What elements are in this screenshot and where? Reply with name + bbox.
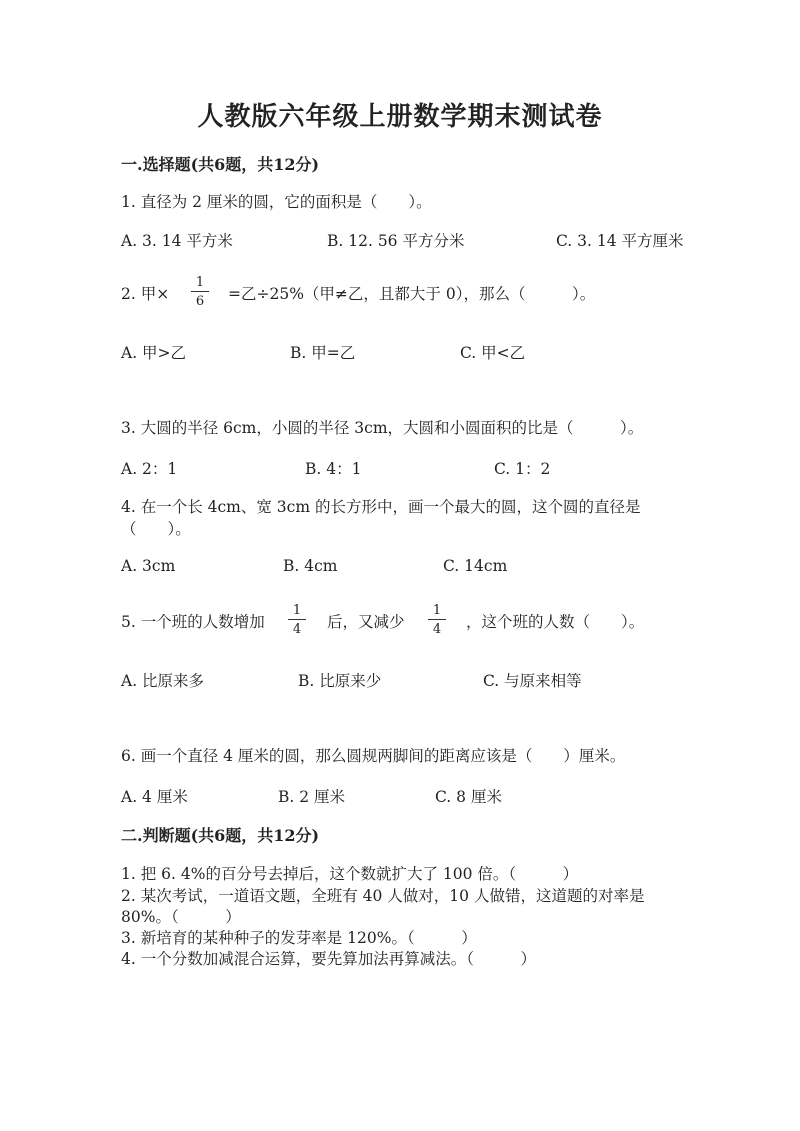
question-1-option-a: A. 3. 14 平方米 bbox=[121, 232, 233, 250]
question-5-option-c: C. 与原来相等 bbox=[483, 672, 582, 690]
question-6-option-c: C. 8 厘米 bbox=[435, 788, 502, 806]
fraction-denominator: 4 bbox=[432, 622, 442, 637]
question-4-stem-line2: （ ）。 bbox=[121, 520, 191, 538]
question-1-option-b: B. 12. 56 平方分米 bbox=[327, 232, 465, 250]
section-header-choice: 一.选择题(共6题，共12分) bbox=[121, 155, 320, 174]
fraction-denominator: 4 bbox=[292, 622, 302, 637]
fraction-numerator: 1 bbox=[288, 604, 306, 620]
question-3-stem: 3. 大圆的半径 6cm，小圆的半径 3cm，大圆和小圆面积的比是（ ）。 bbox=[121, 419, 644, 437]
question-6-option-b: B. 2 厘米 bbox=[278, 788, 346, 806]
judgment-line: 1. 把 6. 4%的百分号去掉后，这个数就扩大了 100 倍。（ ） bbox=[121, 865, 579, 883]
judgment-line: 4. 一个分数加减混合运算，要先算加法再算减法。（ ） bbox=[121, 950, 536, 968]
question-4-stem-line1: 4. 在一个长 4cm、宽 3cm 的长方形中，画一个最大的圆，这个圆的直径是 bbox=[121, 498, 641, 516]
question-2-option-c: C. 甲<乙 bbox=[460, 344, 526, 362]
judgment-line: 80%。（ ） bbox=[121, 908, 241, 926]
fraction-numerator: 1 bbox=[428, 604, 446, 620]
page-title: 人教版六年级上册数学期末测试卷 bbox=[197, 102, 603, 132]
fraction-denominator: 6 bbox=[195, 294, 205, 309]
question-5-option-b: B. 比原来少 bbox=[298, 672, 382, 690]
question-6-option-a: A. 4 厘米 bbox=[121, 788, 188, 806]
question-5-option-a: A. 比原来多 bbox=[121, 672, 205, 690]
question-5-stem-middle: 后，又减少 bbox=[327, 613, 405, 631]
question-6-stem: 6. 画一个直径 4 厘米的圆，那么圆规两脚间的距离应该是（ ）厘米。 bbox=[121, 747, 626, 765]
question-1-stem: 1. 直径为 2 厘米的圆，它的面积是（ ）。 bbox=[121, 193, 432, 211]
question-5-stem-after: ，这个班的人数（ ）。 bbox=[466, 613, 645, 631]
question-5-stem-before: 5. 一个班的人数增加 bbox=[121, 613, 265, 631]
question-1-option-c: C. 3. 14 平方厘米 bbox=[556, 232, 684, 250]
question-4-option-a: A. 3cm bbox=[121, 557, 176, 575]
question-4-option-c: C. 14cm bbox=[443, 557, 508, 575]
question-2-fraction bbox=[191, 276, 209, 308]
judgment-line: 2. 某次考试，一道语文题，全班有 40 人做对，10 人做错，这道题的对率是 bbox=[121, 887, 645, 905]
question-5-fraction-2 bbox=[428, 604, 446, 636]
question-2-option-b: B. 甲=乙 bbox=[290, 344, 356, 362]
question-2-option-a: A. 甲>乙 bbox=[121, 344, 187, 362]
question-2-stem-before: 2. 甲× bbox=[121, 285, 170, 303]
section-header-judgment: 二.判断题(共6题，共12分) bbox=[121, 826, 320, 845]
question-3-option-a: A. 2：1 bbox=[121, 460, 178, 478]
question-4-option-b: B. 4cm bbox=[283, 557, 338, 575]
fraction-numerator: 1 bbox=[191, 276, 209, 292]
question-3-option-c: C. 1：2 bbox=[494, 460, 551, 478]
judgment-line: 3. 新培育的某种种子的发芽率是 120%。（ ） bbox=[121, 929, 477, 947]
question-2-stem-after: =乙÷25%（甲≠乙，且都大于 0），那么（ ）。 bbox=[228, 285, 596, 303]
question-3-option-b: B. 4：1 bbox=[305, 460, 362, 478]
question-5-fraction-1 bbox=[288, 604, 306, 636]
